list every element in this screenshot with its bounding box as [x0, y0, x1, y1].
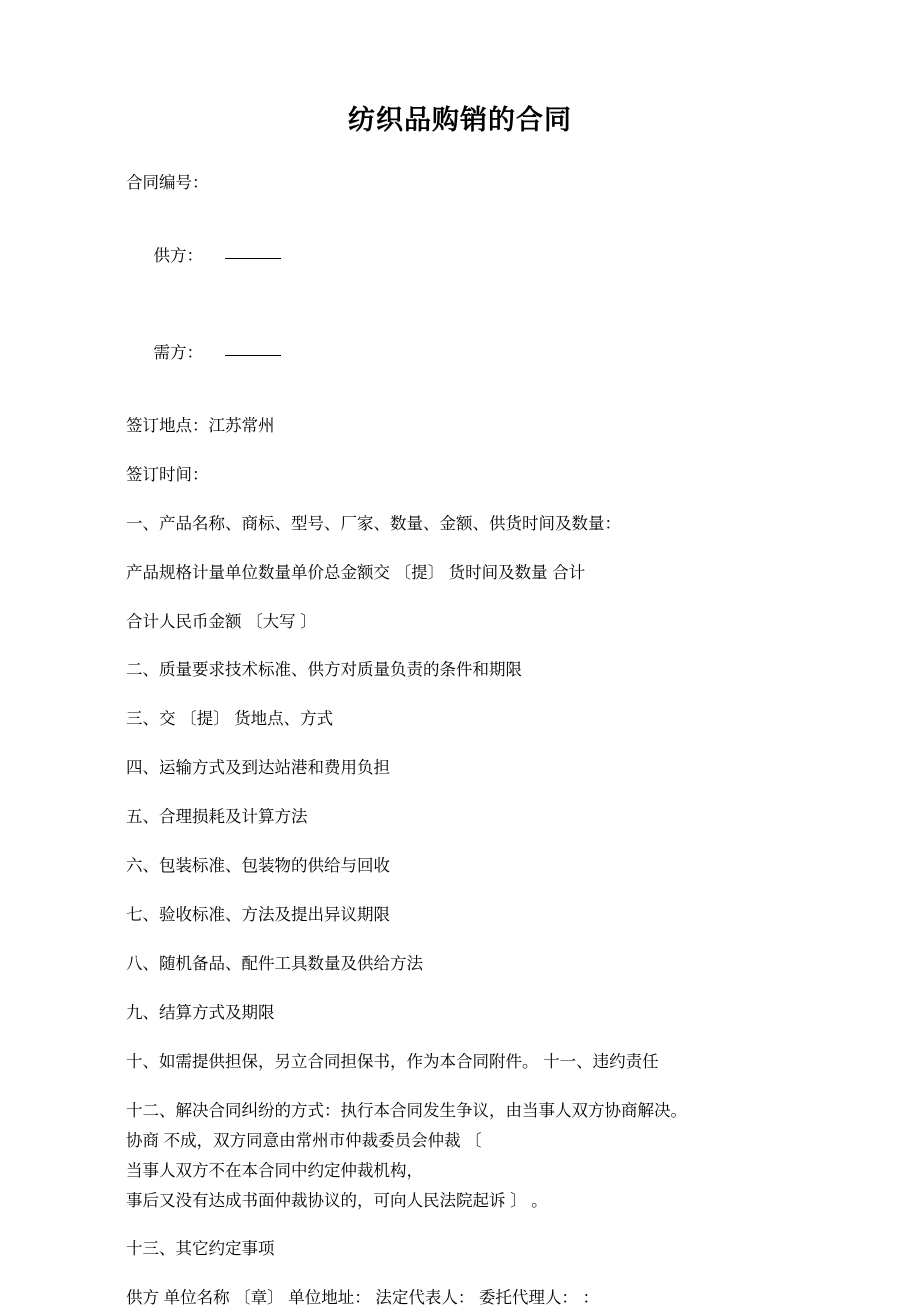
- clause-12-line-1: 十二、解决合同纠纷的方式：执行本合同发生争议，由当事人双方协商解决。: [126, 1101, 687, 1120]
- field-sign-time: 签订时间：: [126, 465, 209, 484]
- clause-total-amount: 合计人民币金额 〔大写 〕: [126, 612, 317, 631]
- field-buyer-label: 需方：: [153, 344, 204, 362]
- clause-5: 五、合理损耗及计算方法: [126, 808, 308, 827]
- clause-6: 六、包装标准、包装物的供给与回收: [126, 857, 390, 876]
- clause-product-spec-header: 产品规格计量单位数量单价总金额交 〔提〕 货时间及数量 合计: [126, 563, 586, 582]
- clause-4: 四、运输方式及到达站港和费用负担: [126, 759, 390, 778]
- clause-12-line-4: 事后又没有达成书面仲裁协议的，可向人民法院起诉 〕 。: [126, 1191, 548, 1210]
- clause-2: 二、质量要求技术标准、供方对质量负责的条件和期限: [126, 661, 522, 680]
- clause-3: 三、交 〔提〕 货地点、方式: [126, 710, 334, 729]
- document-body: [0, 172, 920, 1311]
- field-buyer: [126, 318, 820, 390]
- clause-13: 十三、其它约定事项: [126, 1240, 275, 1259]
- signature-block: 供方 单位名称 〔章〕 单位地址： 法定代表人： 委托代理人： ：: [126, 1289, 600, 1308]
- clause-7: 七、验收标准、方法及提出异议期限: [126, 906, 390, 925]
- clause-1: 一、产品名称、商标、型号、厂家、数量、金额、供货时间及数量：: [126, 514, 621, 533]
- clause-10-11: 十、如需提供担保，另立合同担保书，作为本合同附件。 十一、违约责任: [126, 1052, 659, 1071]
- field-contract-number: 合同编号：: [126, 174, 209, 193]
- page-title: 纺织品购销的合同: [348, 105, 572, 135]
- field-supplier: [126, 221, 820, 293]
- field-sign-place: 签订地点：江苏常州: [126, 416, 275, 435]
- field-supplier-label: 供方：: [153, 247, 204, 266]
- field-supplier-blank[interactable]: [225, 258, 281, 259]
- field-buyer-blank[interactable]: [225, 355, 281, 356]
- clause-12-line-2: 协商 不成，双方同意由常州市仲裁委员会仲裁 〔: [126, 1131, 482, 1150]
- clause-12-line-3: 当事人双方不在本合同中约定仲裁机构，: [126, 1161, 423, 1180]
- clause-9: 九、结算方式及期限: [126, 1003, 275, 1022]
- clause-8: 八、随机备品、配件工具数量及供给方法: [126, 954, 423, 973]
- clause-12-group: [126, 1100, 820, 1214]
